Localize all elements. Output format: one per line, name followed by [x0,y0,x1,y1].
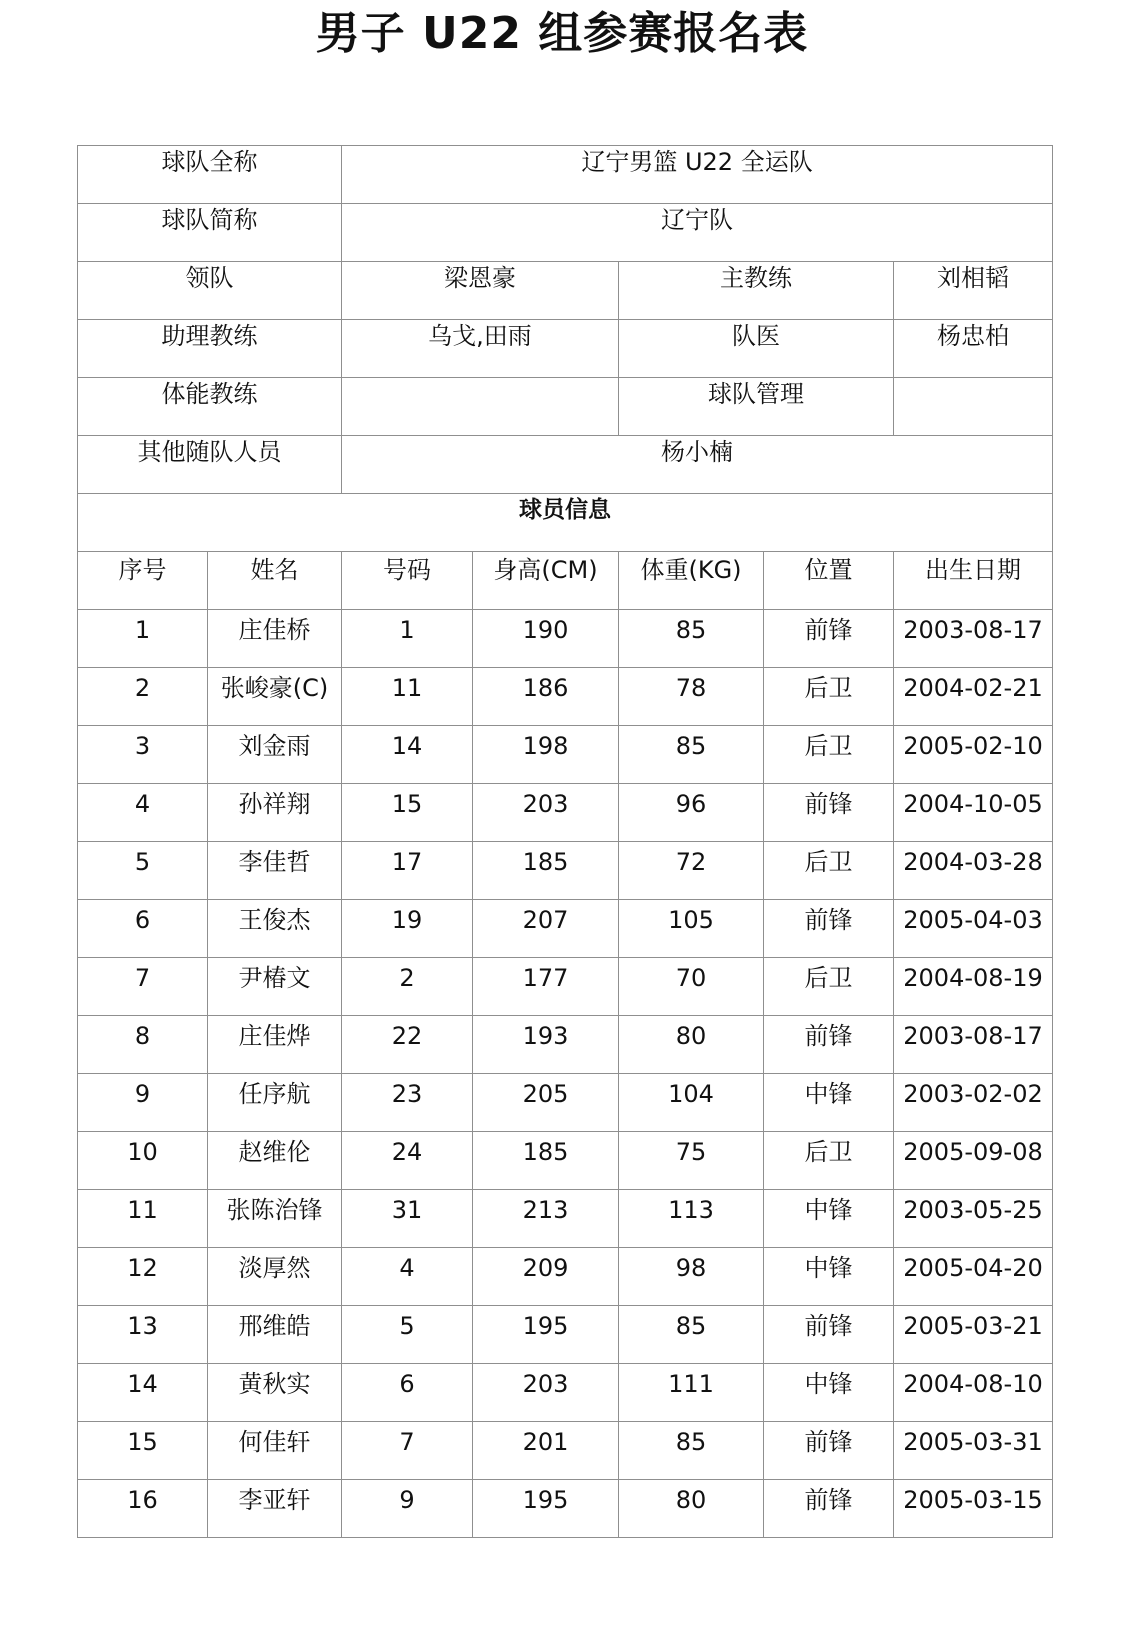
player-height: 213 [473,1190,619,1248]
player-weight: 111 [619,1364,764,1422]
player-number: 6 [342,1364,473,1422]
player-index: 16 [78,1480,208,1538]
row-assistant [78,320,1053,378]
player-row [78,1190,1053,1248]
player-height: 203 [473,1364,619,1422]
row-others [78,436,1053,494]
player-position: 后卫 [764,842,894,900]
player-position: 中锋 [764,1364,894,1422]
player-row [78,1422,1053,1480]
player-position: 后卫 [764,958,894,1016]
player-name: 尹椿文 [208,958,342,1016]
player-name: 邢维皓 [208,1306,342,1364]
player-number: 31 [342,1190,473,1248]
player-row [78,1132,1053,1190]
player-position: 前锋 [764,1480,894,1538]
player-row [78,1074,1053,1132]
others-value: 杨小楠 [342,436,1053,494]
full-name-value: 辽宁男篮 U22 全运队 [342,146,1053,204]
player-column-headers [78,552,1053,610]
player-height: 193 [473,1016,619,1074]
player-position: 中锋 [764,1248,894,1306]
player-weight: 104 [619,1074,764,1132]
player-birthdate: 2003-08-17 [894,610,1053,668]
player-name: 李佳哲 [208,842,342,900]
player-weight: 75 [619,1132,764,1190]
player-height: 207 [473,900,619,958]
player-row [78,668,1053,726]
player-row [78,1306,1053,1364]
player-birthdate: 2005-02-10 [894,726,1053,784]
player-row [78,842,1053,900]
player-number: 4 [342,1248,473,1306]
player-birthdate: 2004-08-10 [894,1364,1053,1422]
player-number: 5 [342,1306,473,1364]
player-height: 195 [473,1480,619,1538]
player-height: 186 [473,668,619,726]
player-height: 185 [473,1132,619,1190]
player-birthdate: 2004-03-28 [894,842,1053,900]
player-position: 中锋 [764,1190,894,1248]
full-name-label: 球队全称 [78,146,342,204]
player-position: 后卫 [764,668,894,726]
player-weight: 78 [619,668,764,726]
player-position: 后卫 [764,726,894,784]
player-row [78,1364,1053,1422]
manager-value [894,378,1053,436]
player-number: 15 [342,784,473,842]
assistant-coach-label: 助理教练 [78,320,342,378]
player-weight: 70 [619,958,764,1016]
player-name: 黄秋实 [208,1364,342,1422]
player-weight: 85 [619,610,764,668]
player-name: 孙祥翔 [208,784,342,842]
player-row [78,900,1053,958]
col-header-weight: 体重(KG) [619,552,764,610]
head-coach-value: 刘相韬 [894,262,1053,320]
player-weight: 98 [619,1248,764,1306]
registration-table [77,145,1053,1538]
player-weight: 80 [619,1480,764,1538]
player-row [78,784,1053,842]
col-header-position: 位置 [764,552,894,610]
player-index: 10 [78,1132,208,1190]
player-name: 庄佳桥 [208,610,342,668]
player-name: 淡厚然 [208,1248,342,1306]
player-name: 任序航 [208,1074,342,1132]
player-height: 190 [473,610,619,668]
player-row [78,726,1053,784]
col-header-name: 姓名 [208,552,342,610]
player-number: 14 [342,726,473,784]
player-index: 14 [78,1364,208,1422]
player-name: 刘金雨 [208,726,342,784]
row-short-name [78,204,1053,262]
player-index: 1 [78,610,208,668]
player-position: 前锋 [764,784,894,842]
player-number: 22 [342,1016,473,1074]
player-index: 3 [78,726,208,784]
player-name: 赵维伦 [208,1132,342,1190]
player-index: 13 [78,1306,208,1364]
others-label: 其他随队人员 [78,436,342,494]
players-section-title: 球员信息 [78,494,1053,552]
player-number: 24 [342,1132,473,1190]
player-birthdate: 2003-08-17 [894,1016,1053,1074]
doctor-value: 杨忠柏 [894,320,1053,378]
player-index: 4 [78,784,208,842]
player-row [78,610,1053,668]
player-weight: 72 [619,842,764,900]
player-birthdate: 2004-08-19 [894,958,1053,1016]
fitness-coach-label: 体能教练 [78,378,342,436]
player-number: 19 [342,900,473,958]
row-fitness [78,378,1053,436]
player-name: 李亚轩 [208,1480,342,1538]
player-height: 177 [473,958,619,1016]
player-name: 何佳轩 [208,1422,342,1480]
assistant-coach-value: 乌戈,田雨 [342,320,619,378]
short-name-label: 球队简称 [78,204,342,262]
player-height: 201 [473,1422,619,1480]
short-name-value: 辽宁队 [342,204,1053,262]
player-row [78,1480,1053,1538]
player-birthdate: 2005-04-20 [894,1248,1053,1306]
player-birthdate: 2005-09-08 [894,1132,1053,1190]
player-number: 9 [342,1480,473,1538]
player-birthdate: 2003-05-25 [894,1190,1053,1248]
player-weight: 113 [619,1190,764,1248]
player-index: 9 [78,1074,208,1132]
player-index: 8 [78,1016,208,1074]
player-height: 185 [473,842,619,900]
player-position: 前锋 [764,610,894,668]
leader-value: 梁恩豪 [342,262,619,320]
player-birthdate: 2004-02-21 [894,668,1053,726]
leader-label: 领队 [78,262,342,320]
player-index: 6 [78,900,208,958]
player-position: 中锋 [764,1074,894,1132]
player-number: 17 [342,842,473,900]
player-birthdate: 2005-03-21 [894,1306,1053,1364]
player-name: 王俊杰 [208,900,342,958]
player-weight: 85 [619,1422,764,1480]
player-weight: 85 [619,726,764,784]
player-height: 198 [473,726,619,784]
player-birthdate: 2003-02-02 [894,1074,1053,1132]
player-weight: 105 [619,900,764,958]
player-position: 后卫 [764,1132,894,1190]
player-height: 195 [473,1306,619,1364]
manager-label: 球队管理 [619,378,894,436]
player-weight: 85 [619,1306,764,1364]
player-position: 前锋 [764,1016,894,1074]
player-row [78,1248,1053,1306]
player-index: 7 [78,958,208,1016]
document-title: 男子 U22 组参赛报名表 [315,8,809,59]
player-index: 12 [78,1248,208,1306]
fitness-coach-value [342,378,619,436]
player-height: 209 [473,1248,619,1306]
player-number: 11 [342,668,473,726]
player-index: 5 [78,842,208,900]
player-birthdate: 2005-03-31 [894,1422,1053,1480]
player-index: 15 [78,1422,208,1480]
player-position: 前锋 [764,1306,894,1364]
player-number: 1 [342,610,473,668]
col-header-height: 身高(CM) [473,552,619,610]
player-name: 庄佳烨 [208,1016,342,1074]
player-number: 2 [342,958,473,1016]
player-index: 11 [78,1190,208,1248]
player-height: 203 [473,784,619,842]
col-header-birthdate: 出生日期 [894,552,1053,610]
player-name: 张峻豪(C) [208,668,342,726]
player-number: 23 [342,1074,473,1132]
head-coach-label: 主教练 [619,262,894,320]
player-index: 2 [78,668,208,726]
doctor-label: 队医 [619,320,894,378]
row-players-section [78,494,1053,552]
row-leader [78,262,1053,320]
player-position: 前锋 [764,1422,894,1480]
player-height: 205 [473,1074,619,1132]
player-birthdate: 2005-03-15 [894,1480,1053,1538]
player-number: 7 [342,1422,473,1480]
player-row [78,1016,1053,1074]
player-birthdate: 2004-10-05 [894,784,1053,842]
player-weight: 96 [619,784,764,842]
player-birthdate: 2005-04-03 [894,900,1053,958]
player-weight: 80 [619,1016,764,1074]
player-position: 前锋 [764,900,894,958]
row-full-name [78,146,1053,204]
player-row [78,958,1053,1016]
player-name: 张陈治锋 [208,1190,342,1248]
col-header-number: 号码 [342,552,473,610]
col-header-index: 序号 [78,552,208,610]
